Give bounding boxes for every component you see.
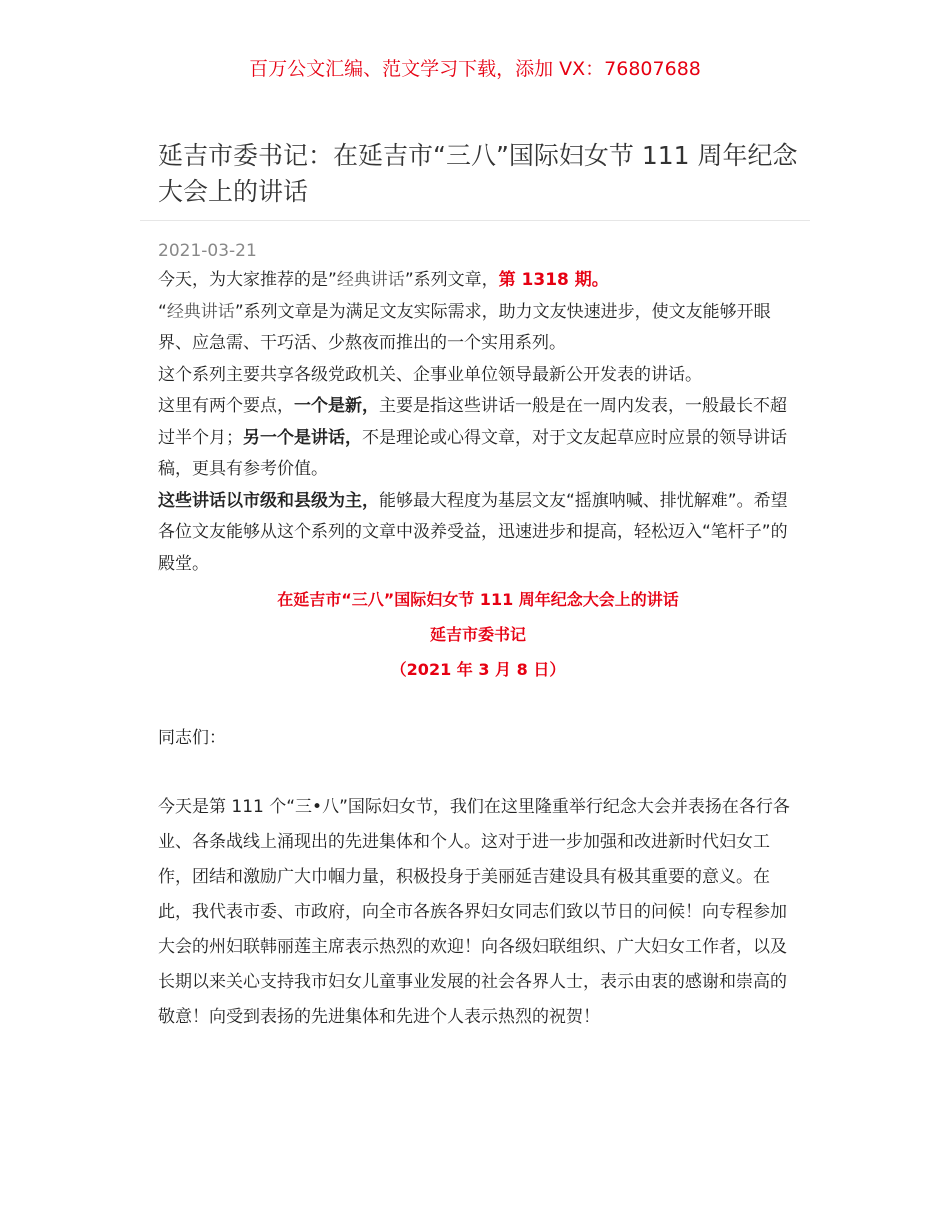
key-point: 这些讲话以市级和县级为主， [158,490,379,511]
intro-text: 这里有两个要点， [158,396,294,416]
intro-text: “ [158,301,167,322]
intro-text: 不是理论或心得文章，对于文友起草应时应景的领导讲话稿，更具有参考价值。 [158,427,787,479]
issue-number: 第 1318 期。 [498,270,609,290]
intro-text: 能够最大程度为基层文友“摇旗呐喊、排忧解难”。希望各位文友能够从这个系列的文章中汲养受益，迅速进步和提高，轻松迈入“笔杆子”的殿堂。 [158,490,788,574]
speech-speaker: 延吉市委书记 [429,625,526,644]
title-divider [140,220,810,221]
salutation: 同志们： [158,728,226,748]
key-point: 另一个是讲话， [243,427,362,448]
intro-text: 主要是指这些讲话一般是在一周内发表，一般最长不超过半个月； [158,396,787,448]
intro-paragraph-2 [158,297,798,360]
speech-paragraph-1: 今天是第 111 个“三•八”国际妇女节，我们在这里隆重举行纪念大会并表扬在各行各业、各条战线上涌现出的先进集体和个人。这对于进一步加强和改进新时代妇女工作，团结和激励广大巾帼力量，积极投身于美丽延吉建设具有极其重要的意义。在此，我代表市委、市政府，向全市各族各界妇女同志们致以节日的问候！向专程参加大会的州妇联韩丽莲主席表示热烈的欢迎！向各级妇联组织、广大妇女工作者，以及长期以来关心支持我市妇女儿童事业发展的社会各界人士，表示由衷的感谢和崇高的敬意！向受到表扬的先进集体和先进个人表示热烈的祝贺！ [158,797,790,1027]
speech-heading: 在延吉市“三八”国际妇女节 111 周年纪念大会上的讲话 [277,590,679,609]
article-body [158,265,798,1035]
key-point: 一个是新， [294,396,379,416]
intro-paragraph-3: 这个系列主要共享各级党政机关、企事业单位领导最新公开发表的讲话。 [158,364,702,385]
intro-paragraph-4 [158,391,798,486]
intro-paragraph-5 [158,486,798,581]
promo-banner: 百万公文汇编、范文学习下载，添加 VX：76807688 [249,58,701,80]
series-name: 经典讲话 [336,270,405,290]
speech-date: （2021 年 3 月 8 日） [390,660,566,679]
series-name: 经典讲话 [166,301,235,322]
article-title: 延吉市委书记：在延吉市“三八”国际妇女节 111 周年纪念大会上的讲话 [158,141,798,206]
intro-text: 今天，为大家推荐的是” [158,270,337,290]
speech-heading-block [158,582,798,687]
intro-text: ”系列文章是为满足文友实际需求，助力文友快速进步，使文友能够开眼界、应急需、干巧活、少熬夜而推出的一个实用系列。 [158,301,771,353]
publish-date: 2021-03-21 [158,241,257,261]
intro-text: ”系列文章， [404,270,499,290]
intro-paragraph-1 [158,265,798,297]
